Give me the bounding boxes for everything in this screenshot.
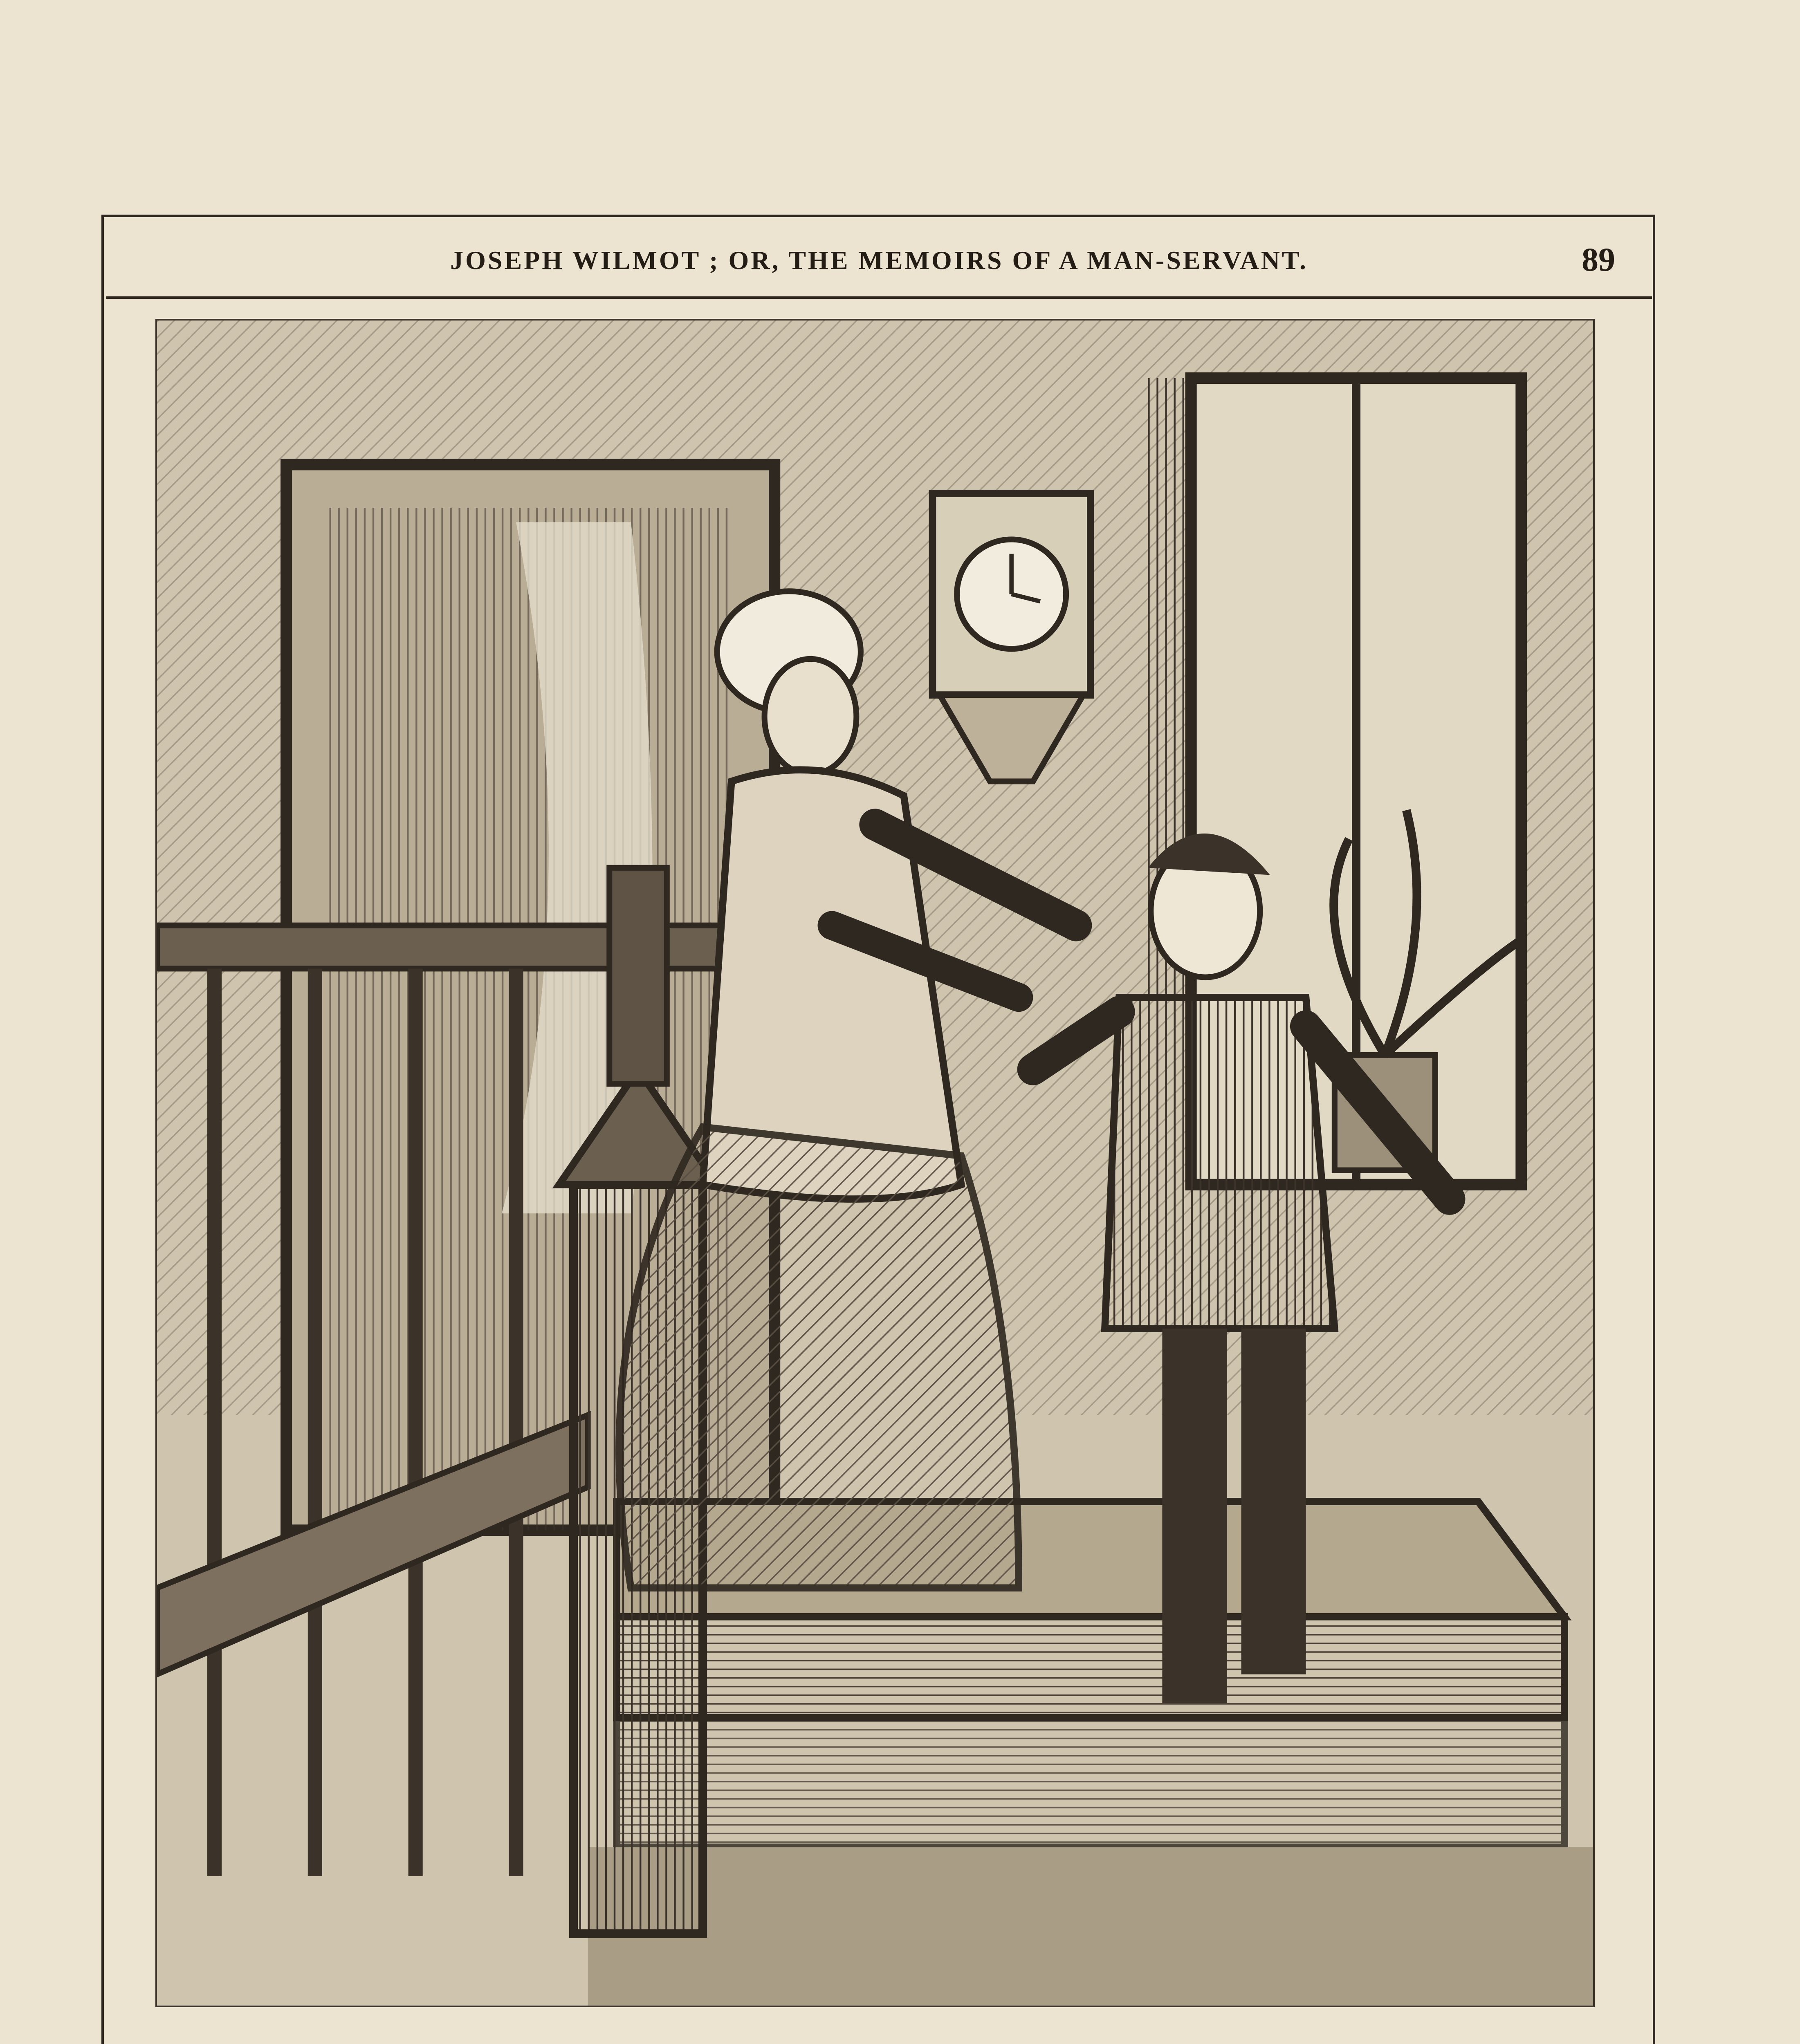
page-header [106,229,1652,299]
running-head: JOSEPH WILMOT ; OR, THE MEMOIRS OF A MAN-SERVANT. [450,246,1308,275]
illustration [155,319,1595,2007]
illustration-engraving [157,320,1593,2006]
page-number: 89 [1582,241,1615,278]
